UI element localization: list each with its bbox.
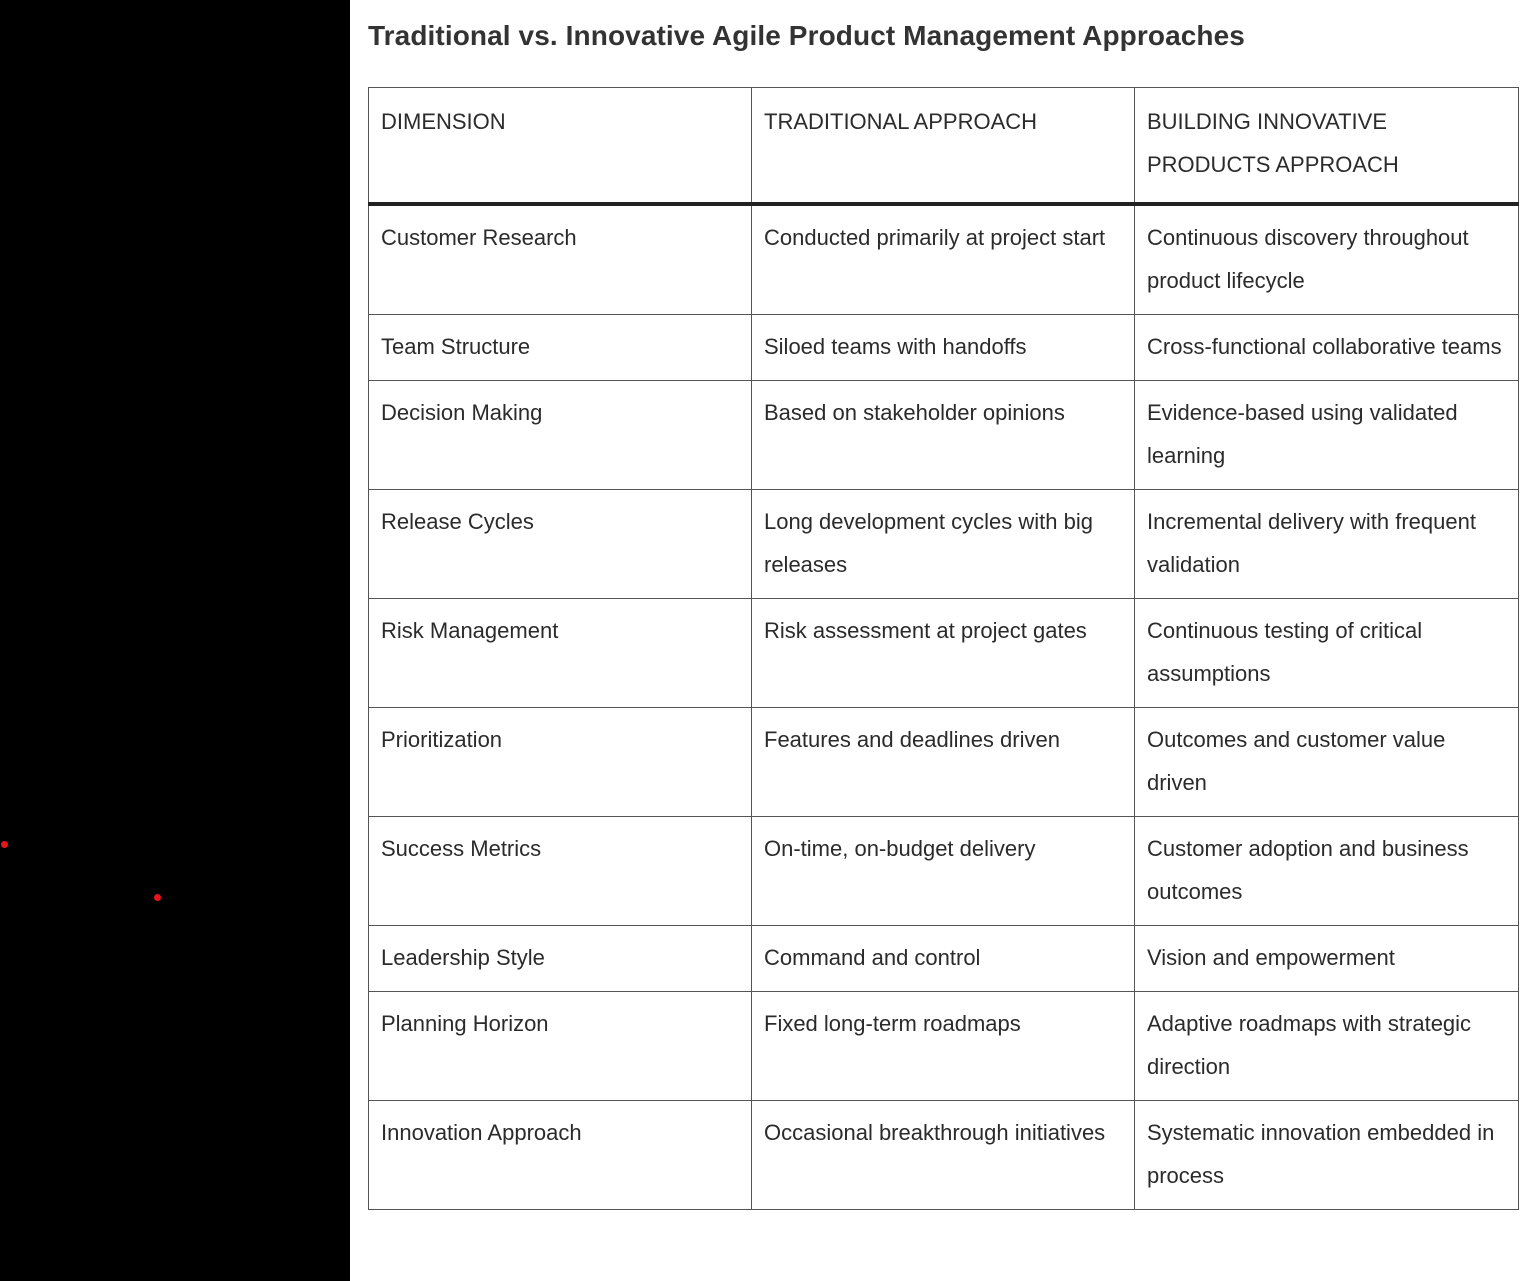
cell-traditional: Fixed long-term roadmaps xyxy=(752,992,1135,1101)
table-row xyxy=(369,992,1519,1101)
red-dot-marker xyxy=(1,841,8,848)
cell-innovative: Incremental delivery with frequent validation xyxy=(1135,490,1519,599)
table-row xyxy=(369,599,1519,708)
table-row xyxy=(369,926,1519,992)
table-row xyxy=(369,381,1519,490)
cell-traditional: Features and deadlines driven xyxy=(752,708,1135,817)
red-dot-marker xyxy=(154,894,161,901)
header-innovative-approach: BUILDING INNOVATIVE PRODUCTS APPROACH xyxy=(1135,88,1519,205)
cell-innovative: Outcomes and customer value driven xyxy=(1135,708,1519,817)
cell-innovative: Continuous discovery throughout product lifecycle xyxy=(1135,204,1519,315)
cell-dimension: Team Structure xyxy=(369,315,752,381)
cell-innovative: Systematic innovation embedded in process xyxy=(1135,1101,1519,1210)
cell-innovative: Vision and empowerment xyxy=(1135,926,1519,992)
cell-dimension: Success Metrics xyxy=(369,817,752,926)
table-row xyxy=(369,817,1519,926)
cell-traditional: On-time, on-budget delivery xyxy=(752,817,1135,926)
table-row xyxy=(369,1101,1519,1210)
page-title: Traditional vs. Innovative Agile Product Management Approaches xyxy=(368,20,1245,51)
comparison-table xyxy=(368,87,1519,1210)
cell-dimension: Risk Management xyxy=(369,599,752,708)
cell-traditional: Siloed teams with handoffs xyxy=(752,315,1135,381)
cell-dimension: Planning Horizon xyxy=(369,992,752,1101)
header-dimension: DIMENSION xyxy=(369,88,752,205)
cell-traditional: Conducted primarily at project start xyxy=(752,204,1135,315)
cell-traditional: Occasional breakthrough initiatives xyxy=(752,1101,1135,1210)
table-row xyxy=(369,708,1519,817)
cell-dimension: Prioritization xyxy=(369,708,752,817)
cell-traditional: Command and control xyxy=(752,926,1135,992)
cell-dimension: Leadership Style xyxy=(369,926,752,992)
cell-dimension: Customer Research xyxy=(369,204,752,315)
table-header-row xyxy=(369,88,1519,205)
table-row xyxy=(369,490,1519,599)
cell-innovative: Adaptive roadmaps with strategic direction xyxy=(1135,992,1519,1101)
cell-innovative: Continuous testing of critical assumptions xyxy=(1135,599,1519,708)
cell-dimension: Decision Making xyxy=(369,381,752,490)
cell-dimension: Innovation Approach xyxy=(369,1101,752,1210)
cell-innovative: Customer adoption and business outcomes xyxy=(1135,817,1519,926)
header-traditional-approach: TRADITIONAL APPROACH xyxy=(752,88,1135,205)
table-row xyxy=(369,204,1519,315)
table-row xyxy=(369,315,1519,381)
cell-traditional: Risk assessment at project gates xyxy=(752,599,1135,708)
cell-traditional: Long development cycles with big releases xyxy=(752,490,1135,599)
cell-dimension: Release Cycles xyxy=(369,490,752,599)
cell-innovative: Evidence-based using validated learning xyxy=(1135,381,1519,490)
cell-traditional: Based on stakeholder opinions xyxy=(752,381,1135,490)
left-black-panel xyxy=(0,0,350,1281)
cell-innovative: Cross-functional collaborative teams xyxy=(1135,315,1519,381)
